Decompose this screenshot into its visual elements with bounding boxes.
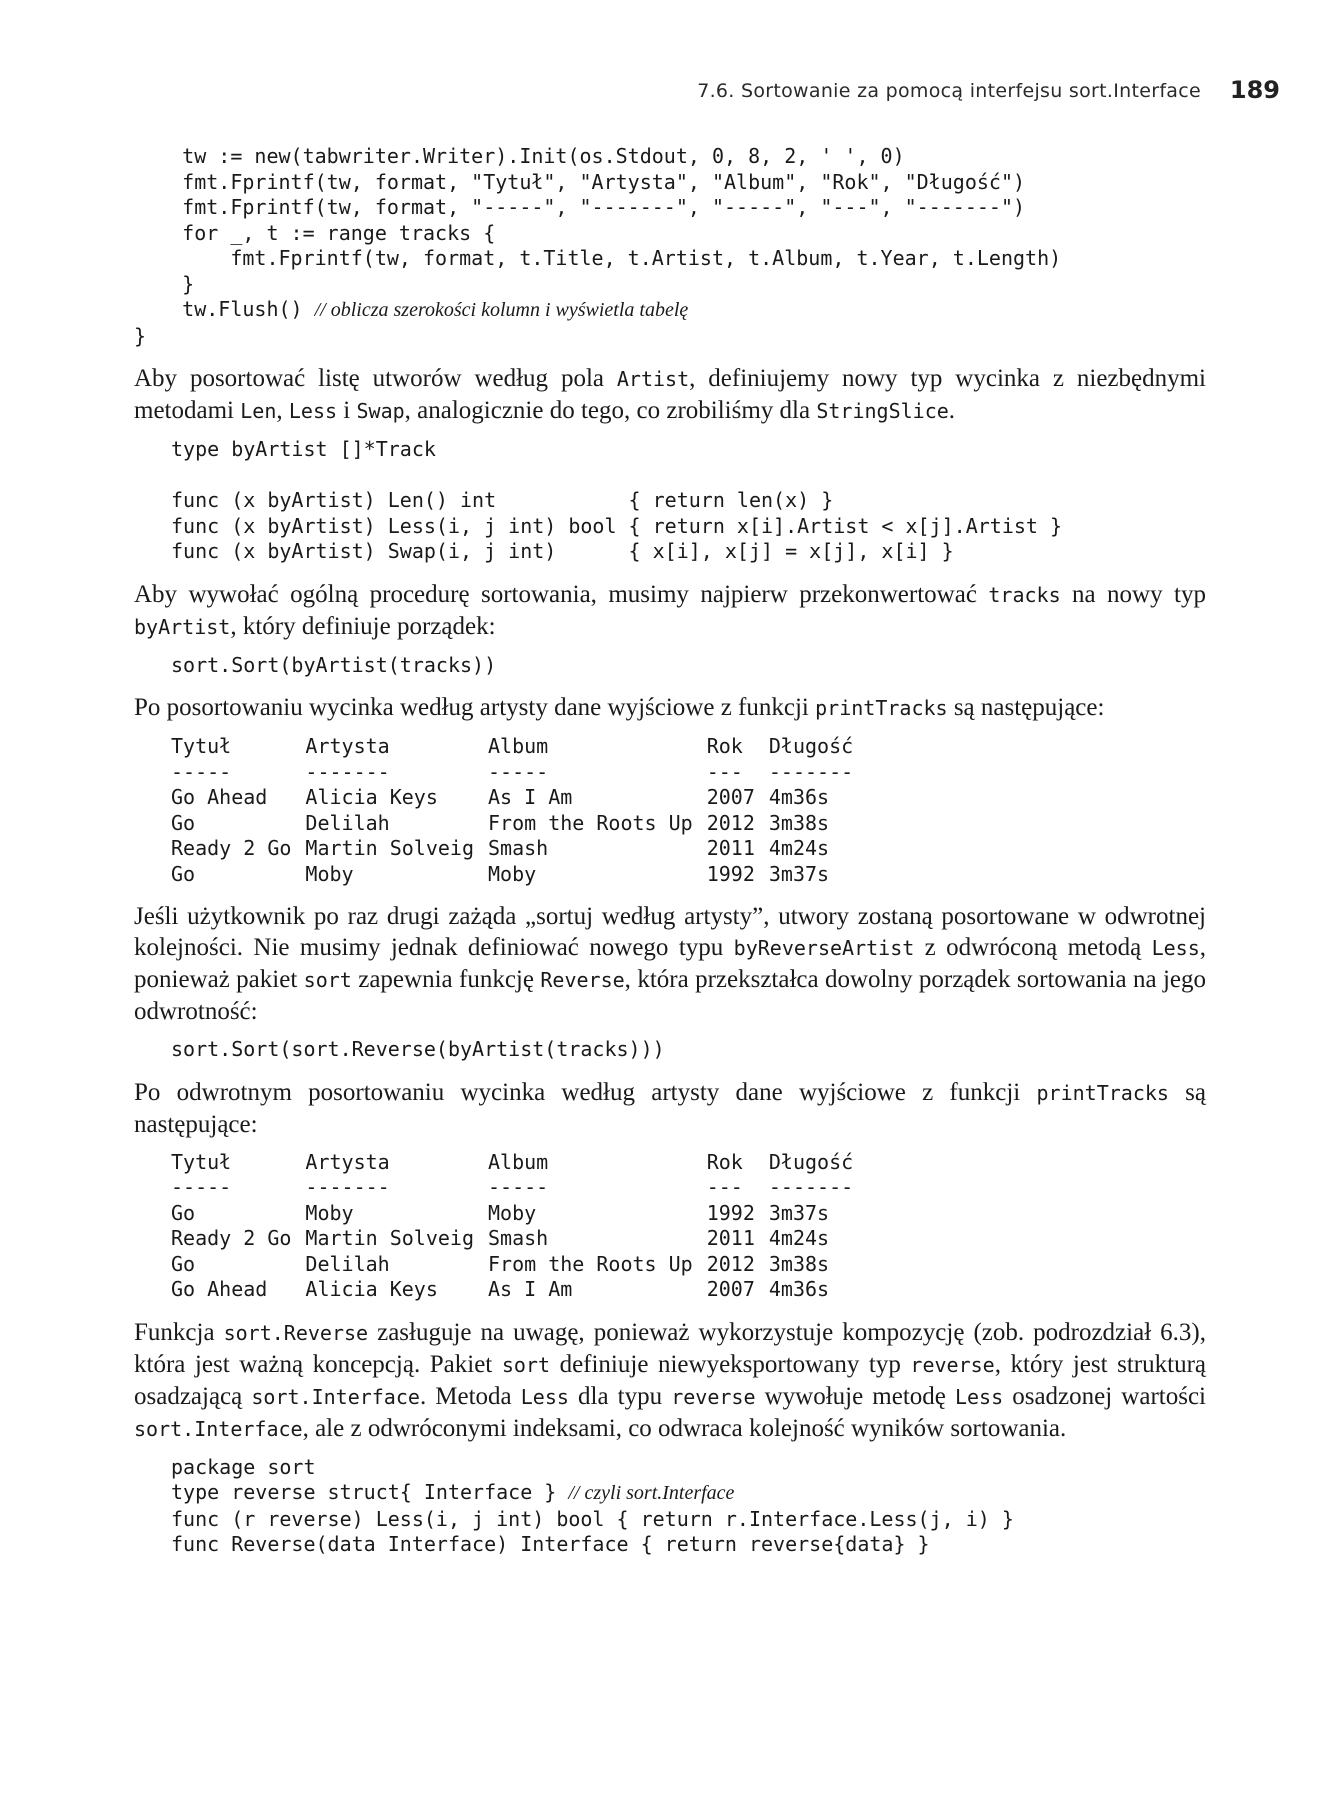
code-line: type reverse struct{ Interface }	[171, 1480, 569, 1504]
paragraph-reverse-output-intro: Po odwrotnym posortowaniu wycinka według artysty dane wyjściowe z funkcji printTracks są następujące:	[134, 1078, 1206, 1138]
table-row: Go Delilah From the Roots Up 2012 3m38s	[171, 810, 830, 835]
output-table-reversed	[171, 1150, 867, 1303]
code-line: package sort	[171, 1454, 316, 1479]
code-line: fmt.Fprintf(tw, format, "-----", "-------", "-----", "---", "-------")	[134, 195, 1026, 219]
page-number: 189	[1229, 76, 1280, 104]
table-row: Go Delilah From the Roots Up 2012 3m38s	[171, 1251, 830, 1276]
code-line: }	[134, 271, 195, 296]
code-line: fmt.Fprintf(tw, format, t.Title, t.Artist, t.Album, t.Year, t.Length)	[134, 246, 1062, 270]
table-row: Go Ahead Alicia Keys As I Am 2007 4m36s	[171, 1277, 830, 1301]
code-line: }	[134, 323, 147, 348]
output-table-sorted	[171, 734, 867, 887]
table-row: Ready 2 Go Martin Solveig Smash 2011 4m24s	[171, 836, 830, 860]
paragraph-convert: Aby wywołać ogólną procedurę sortowania, musimy najpierw przekonwertować tracks na nowy typ byArtist, który definiuje porządek:	[134, 580, 1206, 640]
page-content	[134, 144, 1206, 1558]
code-block-reverse-call: sort.Sort(sort.Reverse(byArtist(tracks)))	[171, 1037, 665, 1061]
paragraph-composition: Funkcja sort.Reverse zasługuje na uwagę, ponieważ wykorzystuje kompozycję (zob. podrozdział 6.3), która jest ważną koncepcją. Pakiet sort definiuje niewyeksportowany typ reverse, który jest strukturą osadzającą sort.Interface. Metoda Less dla typu reverse wywołuje metodę Less osadzonej wartości sort.Interface, ale z odwróconymi indeksami, co odwraca kolejność wyników sortowania.	[134, 1318, 1206, 1442]
table-header-row: Tytuł Artysta Album Rok Długość	[171, 734, 854, 758]
running-head: 7.6. Sortowanie za pomocą interfejsu sort.Interface	[697, 80, 1201, 102]
code-line: for _, t := range tracks {	[134, 220, 496, 245]
code-block-byartist: type byArtist []*Track func (x byArtist) Len() int { return len(x) } func (x byArtist) Less(i, j int) bool { return x[i].Artist < x[j].Artist } func (x byArtist) Swap(i, j int) { x[i], x[j] = x[j], x[i] }	[171, 437, 1063, 563]
table-row: Ready 2 Go Martin Solveig Smash 2011 4m24s	[171, 1226, 830, 1250]
table-separator-row: ----- ------- ----- --- -------	[171, 1175, 854, 1199]
code-line: func Reverse(data Interface) Interface { return reverse{data} }	[171, 1532, 930, 1556]
table-row: Go Ahead Alicia Keys As I Am 2007 4m36s	[171, 785, 830, 809]
table-row: Go Moby Moby 1992 3m37s	[171, 1200, 830, 1225]
table-header-row: Tytuł Artysta Album Rok Długość	[171, 1149, 854, 1174]
paragraph-byartist-intro: Aby posortować listę utworów według pola Artist, definiujemy nowy typ wycinka z niezbędnymi metodami Len, Less i Swap, analogicznie do tego, co zrobiliśmy dla StringSlice.	[134, 365, 1207, 424]
paragraph-reverse-intro: Jeśli użytkownik po raz drugi zażąda „sortuj według artysty”, utwory zostaną posortowane w odwrotnej kolejności. Nie musimy jednak definiować nowego typu byReverseArtist z odwróconą metodą Less, ponieważ pakiet sort zapewnia funkcję Reverse, która przekształca dowolny porządek sortowania na jego odwrotność:	[134, 903, 1206, 1025]
code-comment: // oblicza szerokości kolumn i wyświetla tabelę	[314, 299, 689, 321]
code-comment: // czyli sort.Interface	[568, 1482, 735, 1504]
table-separator-row: ----- ------- ----- --- -------	[171, 759, 854, 784]
table-row: Go Moby Moby 1992 3m37s	[171, 861, 830, 886]
paragraph-output-intro: Po posortowaniu wycinka według artysty dane wyjściowe z funkcji printTracks są następujące:	[134, 694, 1105, 721]
code-line: fmt.Fprintf(tw, format, "Tytuł", "Artysta", "Album", "Rok", "Długość")	[134, 169, 1026, 194]
code-block-reverse-impl	[134, 1455, 1206, 1558]
code-line: tw := new(tabwriter.Writer).Init(os.Stdout, 0, 8, 2, ' ', 0)	[134, 144, 905, 168]
code-line: func (r reverse) Less(i, j int) bool { return r.Interface.Less(j, i) }	[171, 1506, 1014, 1531]
code-block-tabwriter	[134, 144, 1206, 349]
page-header	[0, 76, 1339, 110]
code-line: tw.Flush()	[134, 297, 315, 321]
code-block-sort-call: sort.Sort(byArtist(tracks))	[171, 652, 497, 677]
